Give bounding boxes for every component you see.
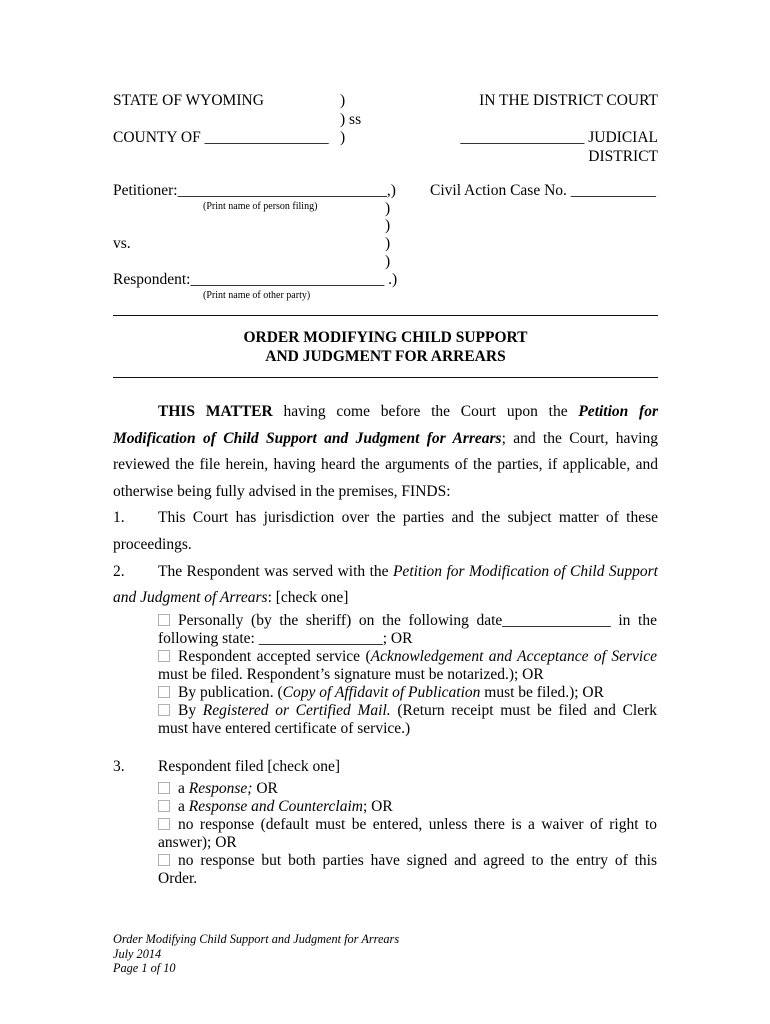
checkbox-response[interactable] [158, 782, 170, 794]
petitioner-hint-row [113, 200, 658, 217]
option-response: a Response; OR [158, 780, 657, 798]
respondent-hint-row [113, 289, 658, 303]
divider-line [113, 315, 658, 316]
page-footer [113, 932, 399, 976]
document-title-line1: ORDER MODIFYING CHILD SUPPORT [243, 329, 528, 346]
district-court-label: IN THE DISTRICT COURT [479, 92, 658, 109]
caption-paren: ) [340, 129, 346, 146]
county-label: COUNTY OF ________________ [113, 129, 329, 146]
caption-paren: ) [385, 217, 391, 234]
header-row-ss [113, 111, 658, 130]
option-response-counterclaim: a Response and Counterclaim; OR [158, 798, 657, 816]
header-row-county [113, 129, 658, 166]
finding-3: 3. Respondent filed [check one] [113, 754, 658, 781]
petitioner-line: Petitioner:___________________________,) [113, 182, 396, 199]
respondent-line: Respondent:_________________________ .) [113, 271, 398, 288]
option-publication: By publication. (Copy of Affidavit of Publication must be filed.); OR [158, 684, 657, 702]
caption-paren: ) [340, 92, 346, 109]
this-matter-label: THIS MATTER [158, 403, 273, 420]
print-name-hint: (Print name of other party) [203, 290, 311, 301]
footer-page-number: Page 1 of 10 [113, 961, 176, 976]
judicial-district-label: ________________ JUDICIAL DISTRICT [460, 129, 658, 165]
case-number: Civil Action Case No. ___________ [430, 182, 657, 199]
vs-label: vs. [113, 235, 131, 252]
caption-paren: ) [385, 253, 391, 270]
petitioner-row [113, 182, 658, 200]
footer-date: July 2014 [113, 946, 162, 961]
checkbox-personal-service[interactable] [158, 614, 170, 626]
petition-title-ref: Petition for Modification of Child Support and Judgment of Arrears [113, 562, 658, 607]
option-no-response-agreed: no response but both parties have signed and agreed to the entry of this Order. [158, 852, 657, 888]
petition-title-ref: Petition for Modification of Child Support and Judgment for Arrears [113, 403, 658, 447]
vs-row [113, 235, 658, 253]
response-options [158, 780, 657, 888]
intro-paragraph: THIS MATTER having come before the Court upon the Petition for Modification of Child Support and Judgment for Arrears; and the Court, having reviewed the file herein, having heard the arguments of the parties, if applicable, and otherwise being fully advised in the premises, FINDS: [113, 403, 658, 500]
option-personal-service: Personally (by the sheriff) on the following date______________ in the following state: ________________; OR [158, 611, 657, 647]
caption-paren: ) [385, 200, 391, 217]
paren-row [113, 217, 658, 235]
paren-row [113, 253, 658, 271]
state-label: STATE OF WYOMING [113, 92, 264, 109]
header-row-state [113, 92, 658, 111]
checkbox-no-response-agreed[interactable] [158, 854, 170, 866]
checkbox-no-response-default[interactable] [158, 818, 170, 830]
footer-doc-title: Order Modifying Child Support and Judgment for Arrears [113, 932, 400, 946]
case-caption [113, 182, 658, 303]
finding-1-number: 1. [113, 509, 125, 527]
order-body [113, 399, 658, 888]
respondent-row [113, 271, 658, 289]
page-content [113, 0, 658, 888]
checkbox-accepted-service[interactable] [158, 650, 170, 662]
option-certified-mail: By Registered or Certified Mail. (Return receipt must be filed and Clerk must have entered certificate of service.) [158, 701, 658, 737]
finding-1: 1. This Court has jurisdiction over the parties and the subject matter of these proceedings. [113, 505, 658, 558]
ss-label: ) ss [340, 110, 362, 128]
service-options [158, 612, 657, 738]
document-title [113, 329, 658, 366]
finding-3-number: 3. [113, 757, 125, 775]
checkbox-response-counterclaim[interactable] [158, 800, 170, 812]
document-title-line2: AND JUDGMENT FOR ARREARS [265, 347, 506, 365]
court-header [113, 92, 658, 166]
checkbox-publication[interactable] [158, 686, 170, 698]
finding-2-number: 2. [113, 562, 125, 580]
finding-3-section [113, 754, 658, 889]
divider-line [113, 377, 658, 378]
option-accepted-service: Respondent accepted service (Acknowledgement and Acceptance of Service must be filed. Respondent’s signature must be notarized.); OR [158, 647, 657, 683]
checkbox-certified-mail[interactable] [158, 704, 170, 716]
option-no-response-default: no response (default must be entered, unless there is a waiver of right to answer); OR [158, 816, 657, 852]
caption-paren: ) [385, 235, 391, 252]
finding-2: 2. The Respondent was served with the Petition for Modification of Child Support and Judgment of Arrears: [check one] [113, 559, 658, 612]
print-name-hint: (Print name of person filing) [203, 201, 318, 212]
